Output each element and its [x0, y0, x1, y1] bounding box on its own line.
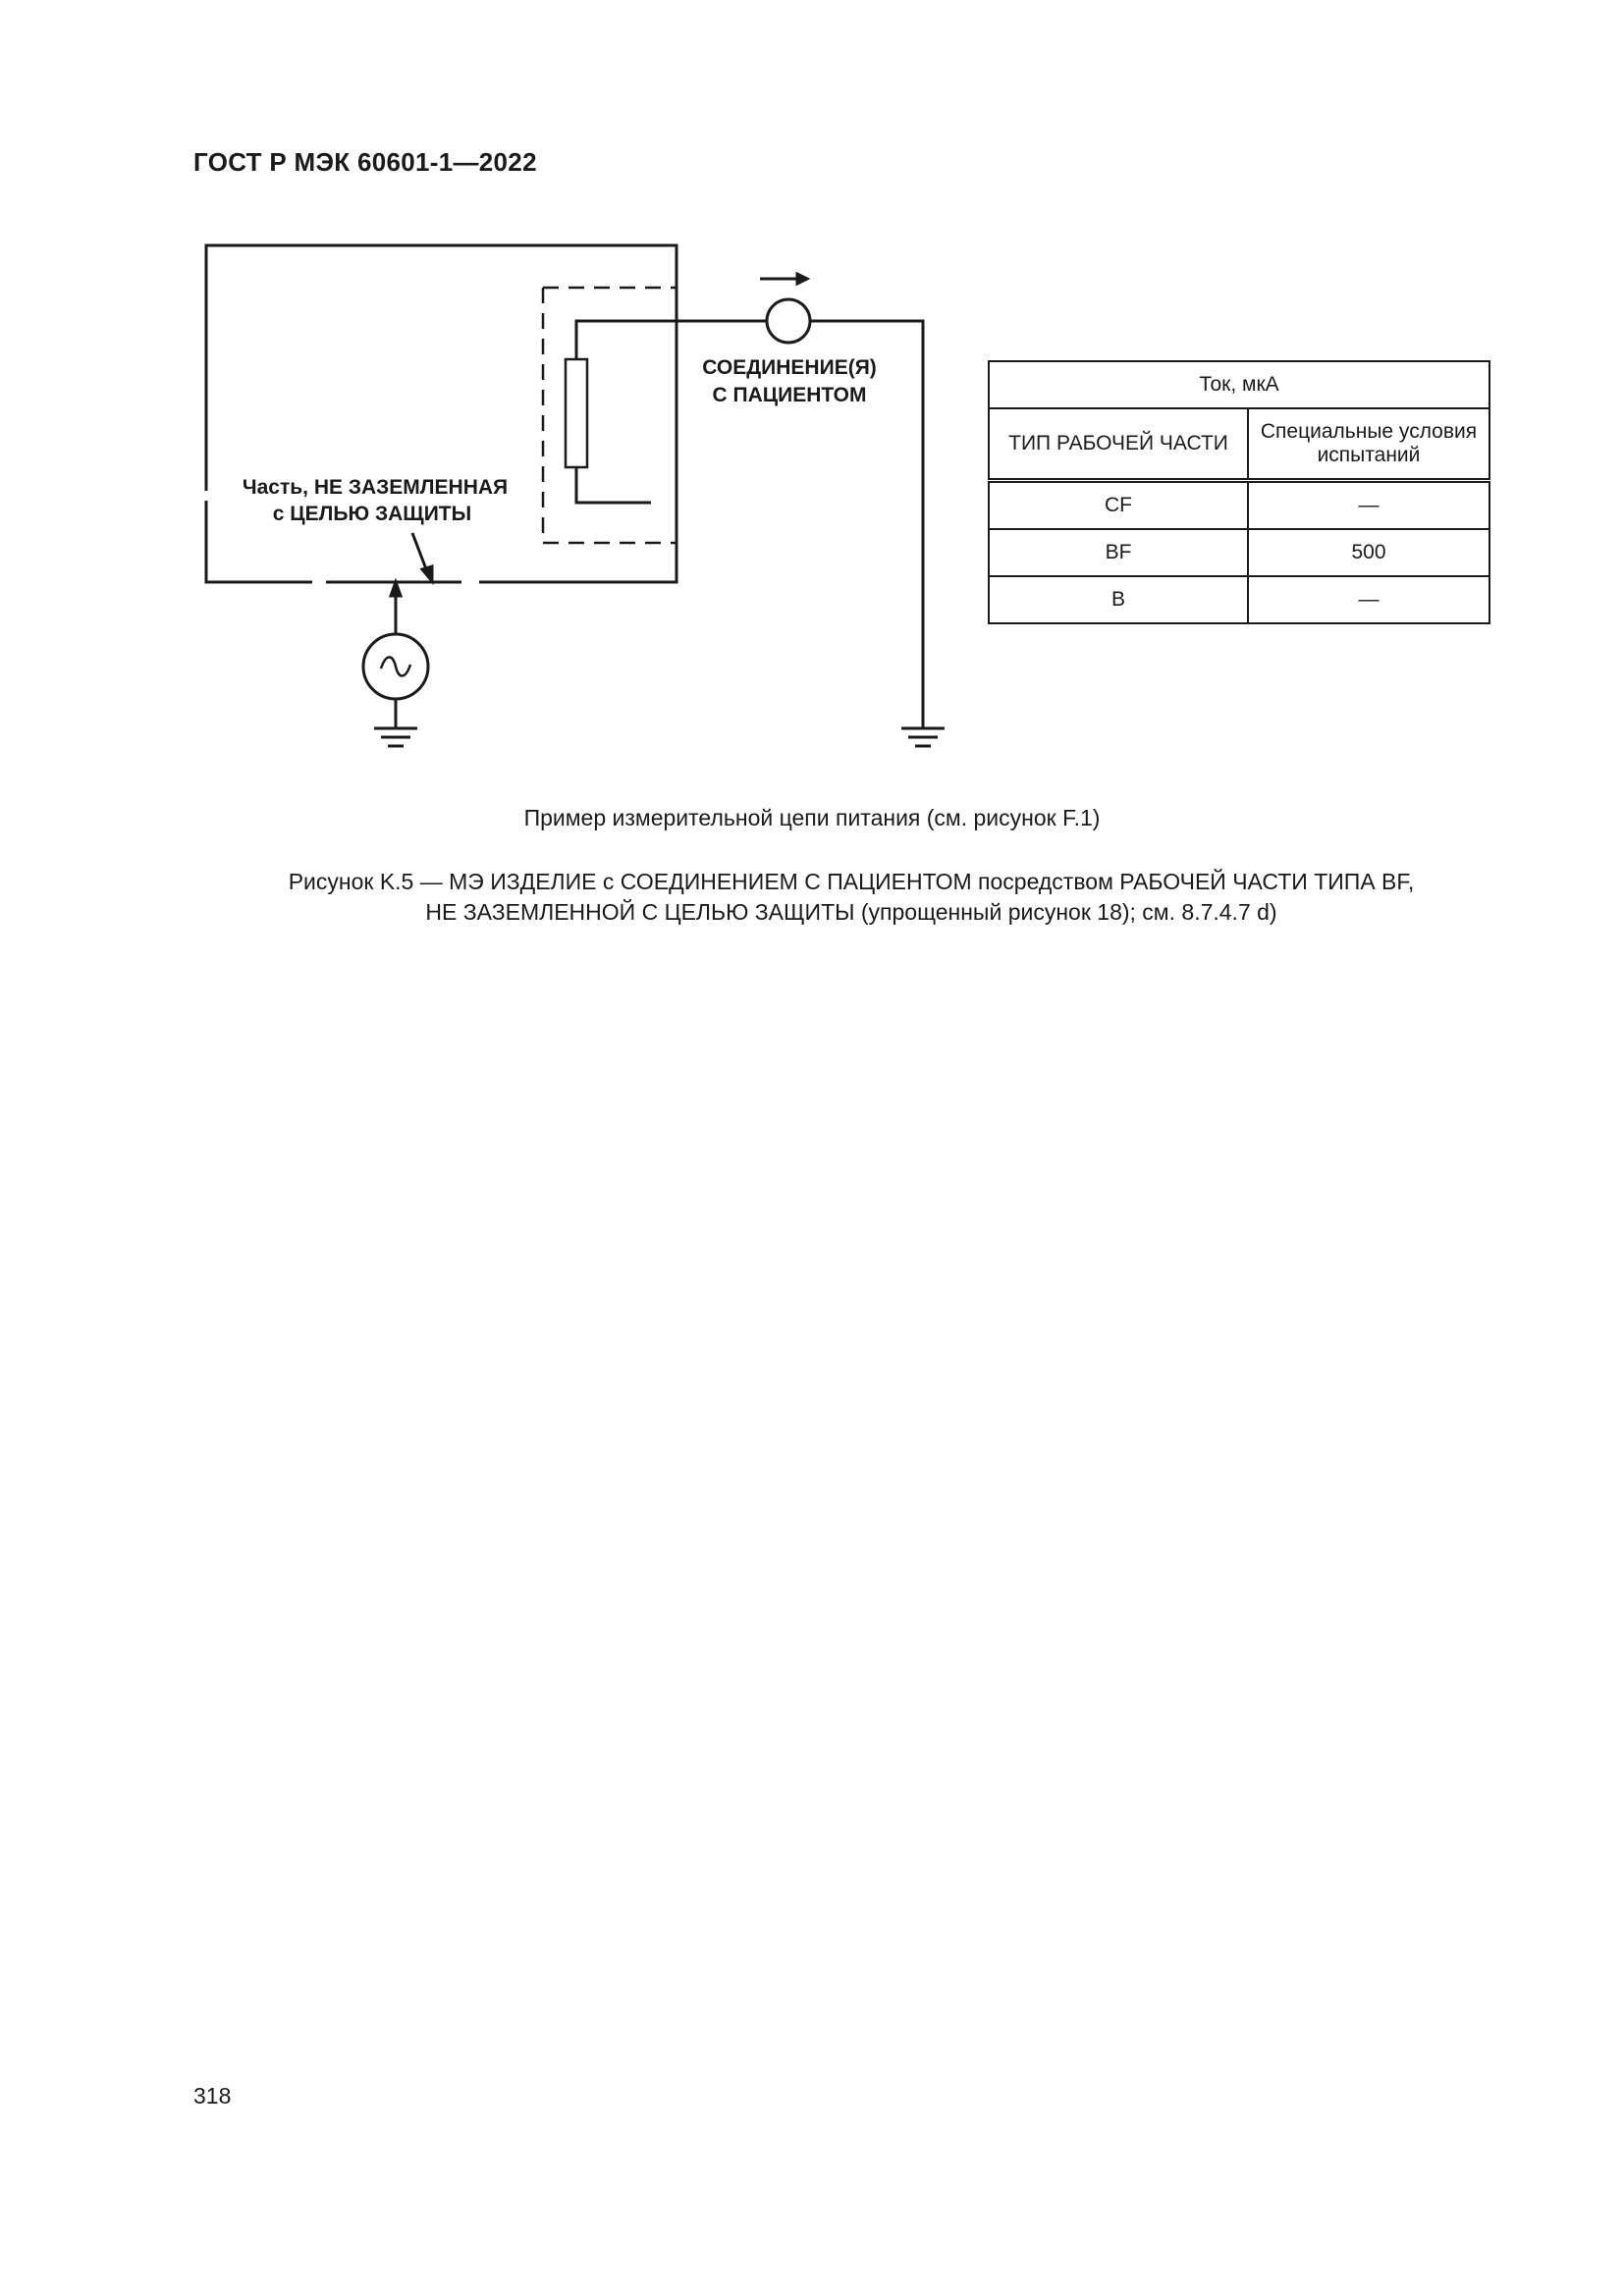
meter-symbol: [767, 299, 810, 343]
sine-wave-icon: [381, 657, 410, 675]
page-number: 318: [193, 2083, 232, 2109]
applied-part-lower-wire: [576, 467, 651, 503]
table-title: Ток, мкА: [989, 361, 1489, 408]
enclosure-outline: [206, 245, 677, 582]
figure-caption-line1: Рисунок K.5 — МЭ ИЗДЕЛИЕ с СОЕДИНЕНИЕМ С ПАЦИЕНТОМ посредством РАБОЧЕЙ ЧАСТИ ТИПА BF,: [288, 869, 1415, 894]
unearthed-part-label-line2: с ЦЕЛЬЮ ЗАЩИТЫ: [272, 503, 472, 525]
leader-arrowhead: [422, 566, 432, 581]
source-arrowhead: [391, 582, 401, 596]
cell-type: BF: [989, 529, 1248, 576]
cell-type: CF: [989, 481, 1248, 530]
applied-part-wire: [576, 321, 677, 359]
earth-return-wire: [810, 321, 923, 728]
current-arrowhead: [797, 274, 807, 284]
table-row: [989, 481, 1489, 530]
resistor: [566, 359, 587, 467]
patient-connection-label-line1: СОЕДИНЕНИЕ(Я): [702, 356, 877, 379]
figure-caption: [0, 867, 1624, 928]
cell-value: 500: [1248, 529, 1489, 576]
document-header: ГОСТ Р МЭК 60601-1—2022: [193, 147, 537, 177]
table-row: [989, 576, 1489, 623]
column-header-conditions: Специальные условия испытаний: [1248, 408, 1489, 481]
figure-caption-line2: НЕ ЗАЗЕМЛЕННОЙ С ЦЕЛЬЮ ЗАЩИТЫ (упрощенный рисунок 18); см. 8.7.4.7 d): [425, 899, 1277, 925]
applied-part-outline: [543, 288, 677, 543]
leakage-current-table: [988, 360, 1490, 624]
unearthed-part-label-line1: Часть, НЕ ЗАЗЕМЛЕННАЯ: [242, 476, 509, 499]
cell-value: —: [1248, 576, 1489, 623]
example-caption: Пример измерительной цепи питания (см. рисунок F.1): [523, 805, 1101, 830]
table-row: [989, 529, 1489, 576]
column-header-type: ТИП РАБОЧЕЙ ЧАСТИ: [989, 408, 1248, 481]
patient-connection-label-line2: С ПАЦИЕНТОМ: [712, 384, 867, 406]
cell-value: —: [1248, 481, 1489, 530]
cell-type: B: [989, 576, 1248, 623]
